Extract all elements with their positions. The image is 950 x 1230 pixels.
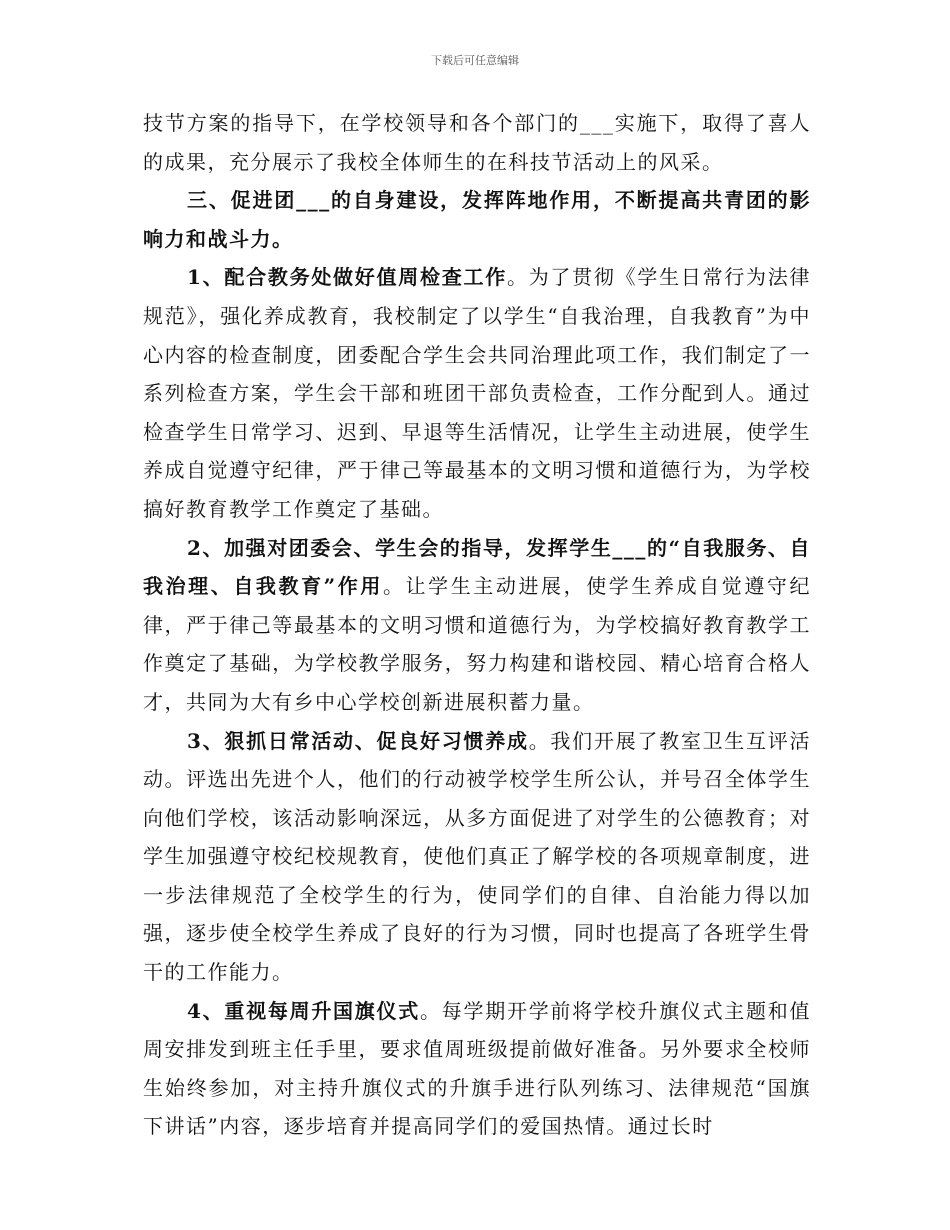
- item-body-text: 。我们开展了教室卫生互评活动。评选出先进个人，他们的行动被学校学生所公认，并号召全体学生向他们学校，该活动影响深远，从多方面促进了对学生的公德教育；对学生加强遵守校纪校规教育，使他们真正了解学校的各项规章制度，进一步法律规范了全校学生的行为，使同学们的自律、自治能力得以加强，逐步使全校学生养成了良好的行为习惯，同时也提高了各班学生骨干的工作能力。: [143, 728, 812, 985]
- item-body-text: 。让学生主动进展，使学生养成自觉遵守纪律，严于律己等最基本的文明习惯和道德行为，为学校搞好教育教学工作奠定了基础，为学校教学服务，努力构建和谐校园、精心培育合格人才，共同为大有乡中心学校创新进展积蓄力量。: [143, 574, 811, 714]
- item-lead-text: 3、狠抓日常活动、促良好习惯养成: [187, 728, 529, 753]
- page-header: 下载后可任意编辑: [431, 54, 519, 67]
- paragraph-item-4: [143, 992, 811, 1146]
- paragraph-text: 技节方案的指导下，在学校领导和各个部门的___实施下，取得了喜人的成果，充分展示了我校全体师生的在科技节活动上的风采。: [143, 111, 811, 174]
- paragraph-continuation: [143, 104, 811, 181]
- item-lead-text: 1、配合教务处做好值周检查工作: [187, 265, 507, 290]
- item-lead-text: 2、加强对团委会、学生会的指导，发挥学生___的“自我服务、自我治理、自我教育”作用: [143, 535, 811, 599]
- section-heading: 三、促进团___的自身建设，发挥阵地作用，不断提高共青团的影响力和战斗力。: [143, 188, 811, 251]
- item-body-text: 。为了贯彻《学生日常行为法律规范》，强化养成教育，我校制定了以学生“自我治理，自我教育”为中心内容的检查制度，团委配合学生会共同治理此项工作，我们制定了一系列检查方案，学生会干部和班团干部负责检查，工作分配到人。通过检查学生日常学习、迟到、早退等生活情况，让学生主动进展，使学生养成自觉遵守纪律，严于律己等最基本的文明习惯和道德行为，为学校搞好教育教学工作奠定了基础。: [143, 265, 812, 521]
- paragraph-item-1: [143, 258, 811, 528]
- item-lead-text: 4、重视每周升国旗仪式: [187, 998, 421, 1023]
- paragraph-item-2: [143, 529, 811, 722]
- item-body-text: 。每学期开学前将学校升旗仪式主题和值周安排发到班主任手里，要求值周班级提前做好准备。另外要求全校师生始终参加，对主持升旗仪式的升旗手进行队列练习、法律规范“国旗下讲话”内容，逐步培育并提高同学们的爱国热情。通过长时: [143, 998, 812, 1139]
- document-body: [143, 104, 811, 1146]
- paragraph-item-3: [143, 722, 811, 992]
